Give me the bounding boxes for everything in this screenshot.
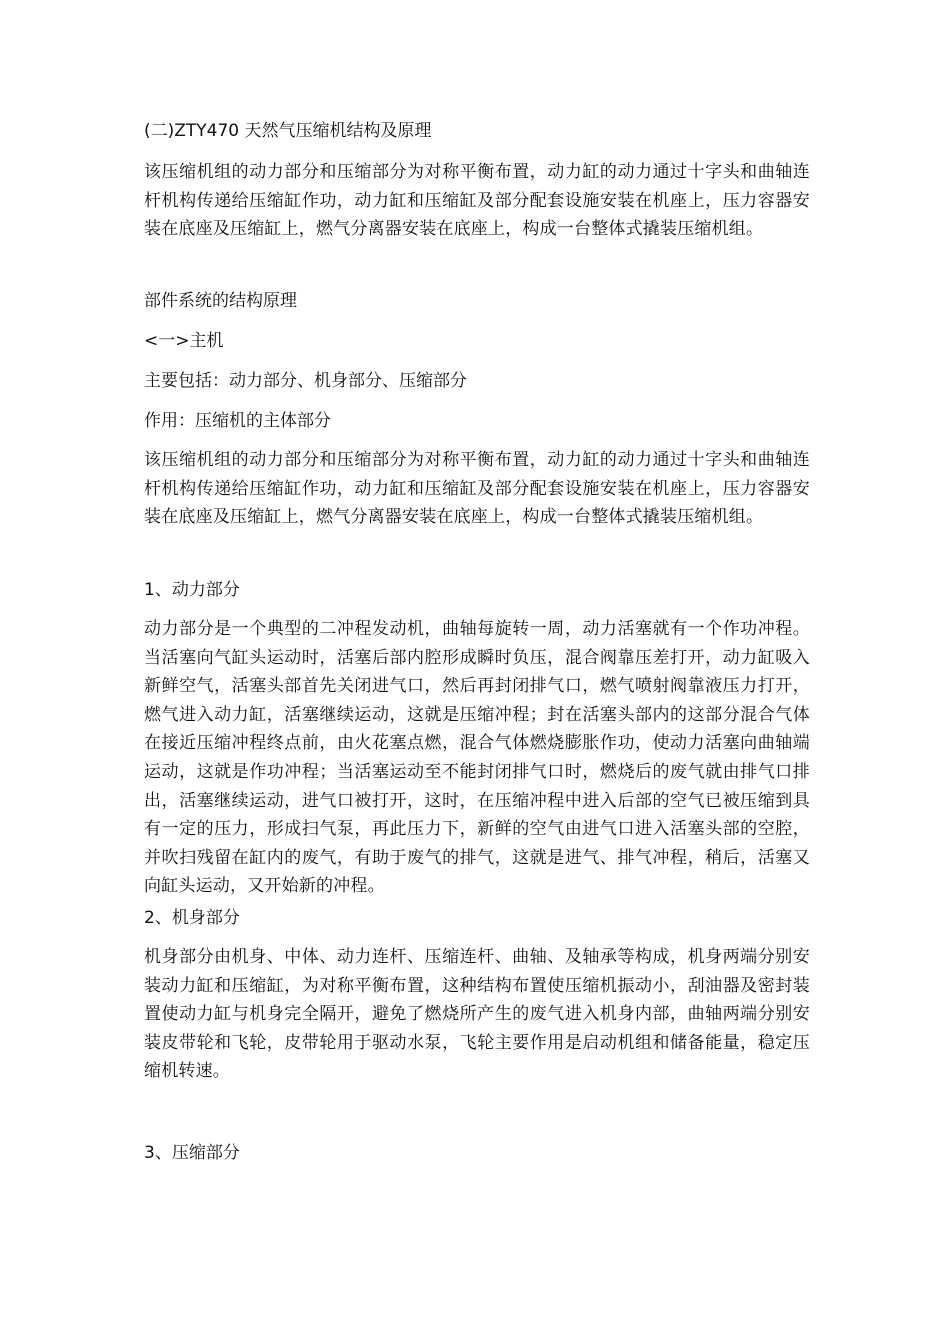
frame-section-paragraph: 机身部分由机身、中体、动力连杆、压缩连杆、曲轴、及轴承等构成，机身两端分别安装动力缸和压缩缸，为对称平衡布置，这种结构布置使压缩机振动小，刮油器及密封装置使动力缸与机身完全隔开，避免了燃烧所产生的废气进入机身内部，曲轴两端分别安装皮带轮和飞轮，皮带轮用于驱动水泵，飞轮主要作用是启动机组和储备能量，稳定压缩机转速。: [144, 947, 810, 1082]
main-unit-paragraph: 该压缩机组的动力部分和压缩部分为对称平衡布置，动力缸的动力通过十字头和曲轴连杆机构传递给压缩缸作功，动力缸和压缩缸及部分配套设施安装在机座上，压力容器安装在底座及压缩缸上，燃气分离器安装在底座上，构成一台整体式撬装压缩机组。: [144, 450, 810, 528]
power-section-heading: 1、动力部分: [144, 580, 240, 600]
compression-section-heading: 3、压缩部分: [144, 1143, 240, 1163]
main-unit-function: 作用：压缩机的主体部分: [144, 411, 331, 431]
frame-section-heading: 2、机身部分: [144, 908, 240, 928]
subsection-title: 部件系统的结构原理: [144, 291, 297, 311]
section-title: (二)ZTY470 天然气压缩机结构及原理: [144, 121, 432, 141]
intro-paragraph: 该压缩机组的动力部分和压缩部分为对称平衡布置，动力缸的动力通过十字头和曲轴连杆机构传递给压缩缸作功，动力缸和压缩缸及部分配套设施安装在机座上，压力容器安装在底座及压缩缸上，燃气分离器安装在底座上，构成一台整体式撬装压缩机组。: [144, 162, 810, 240]
power-section-paragraph: 动力部分是一个典型的二冲程发动机，曲轴每旋转一周，动力活塞就有一个作功冲程。当活塞向气缸头运动时，活塞后部内腔形成瞬时负压，混合阀靠压差打开，动力缸吸入新鲜空气，活塞头部首先关闭进气口，然后再封闭排气口，燃气喷射阀靠液压力打开，燃气进入动力缸，活塞继续运动，这就是压缩冲程；封在活塞头部内的这部分混合气体在接近压缩冲程终点前，由火花塞点燃，混合气体燃烧膨胀作功，使动力活塞向曲轴端运动，这就是作功冲程；当活塞运动至不能封闭排气口时，燃烧后的废气就由排气口排出，活塞继续运动，进气口被打开，这时，在压缩冲程中进入后部的空气已被压缩到具有一定的压力，形成扫气泵，再此压力下，新鲜的空气由进气口进入活塞头部的空腔，并吹扫残留在缸内的废气，有助于废气的排气，这就是进气、排气冲程，稍后，活塞又向缸头运动，又开始新的冲程。: [144, 619, 810, 897]
main-unit-heading: <一>主机: [144, 331, 224, 351]
main-unit-contents: 主要包括：动力部分、机身部分、压缩部分: [144, 371, 467, 391]
